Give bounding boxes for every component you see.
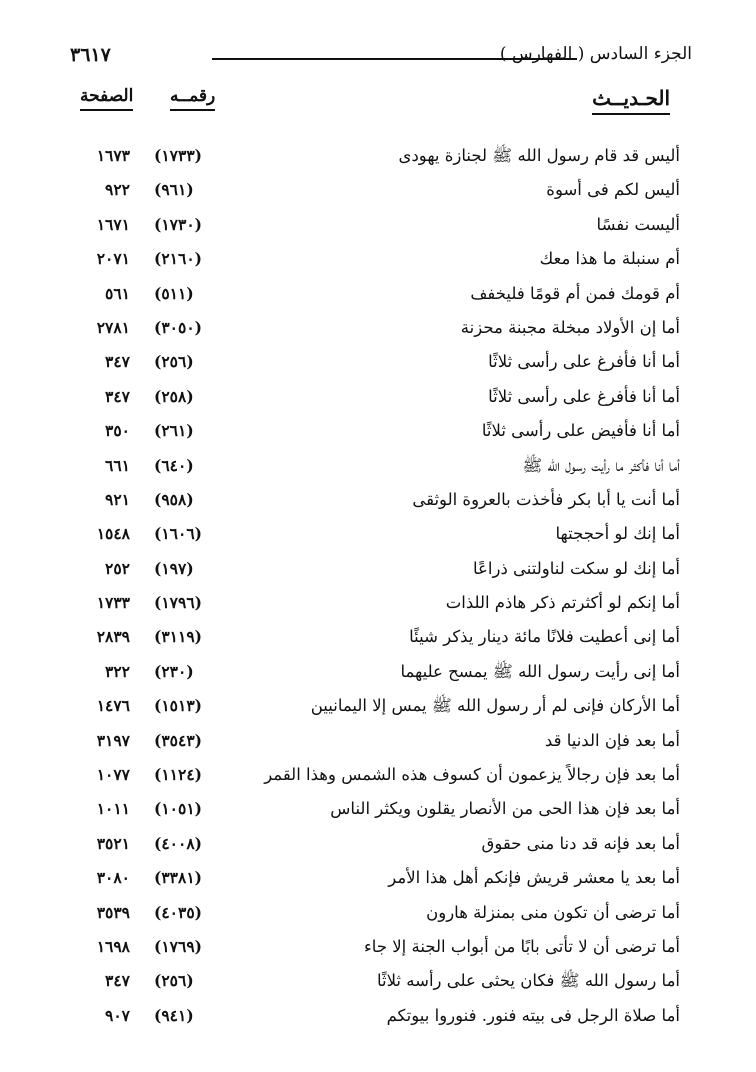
hadith-number: (٢٥٦) bbox=[154, 971, 194, 991]
page-reference: ٣٤٧ bbox=[105, 971, 130, 991]
page-reference: ١٠٧٧ bbox=[96, 765, 130, 785]
hadith-number: (٢١٦٠) bbox=[154, 249, 202, 269]
index-row bbox=[70, 968, 680, 1002]
page-number: ٣٦١٧ bbox=[70, 44, 111, 66]
index-row bbox=[70, 831, 680, 865]
column-heading-number: رقمــه bbox=[170, 86, 215, 111]
hadith-text: أما رسول الله ﷺ فكان يحثى على رأسه ثلاثًا bbox=[376, 971, 680, 991]
index-row bbox=[70, 900, 680, 934]
page-reference: ٣١٩٧ bbox=[96, 730, 130, 750]
hadith-text: أم سنبلة ما هذا معك bbox=[539, 249, 680, 269]
index-row bbox=[70, 315, 680, 349]
page-reference: ٣٥٠ bbox=[105, 421, 130, 441]
index-row bbox=[70, 143, 680, 177]
index-row bbox=[70, 693, 680, 727]
index-row bbox=[70, 521, 680, 555]
page-reference: ٩٢٢ bbox=[105, 180, 130, 200]
index-row bbox=[70, 762, 680, 796]
page-reference: ٣٤٧ bbox=[105, 352, 130, 372]
index-row bbox=[70, 177, 680, 211]
hadith-number: (١٧٣٣) bbox=[154, 146, 202, 165]
hadith-number: (٣٣٨١) bbox=[154, 868, 202, 888]
index-row bbox=[70, 384, 680, 418]
hadith-text: أليست نفسًا bbox=[596, 214, 680, 234]
hadith-number: (١٥١٣) bbox=[154, 696, 202, 716]
hadith-number: (٢٥٦) bbox=[154, 352, 194, 372]
index-row bbox=[70, 349, 680, 383]
page-reference: ١٧٣٣ bbox=[96, 593, 130, 613]
page-reference: ٣٠٨٠ bbox=[96, 868, 130, 888]
hadith-number: (٣٥٤٣) bbox=[154, 730, 202, 750]
hadith-text: أما إنى رأيت رسول الله ﷺ يمسح عليهما bbox=[400, 661, 680, 681]
hadith-text: أما إنى أعطيت فلانًا مائة دينار يذكر شيئًا bbox=[409, 627, 680, 647]
hadith-text: أما الأركان فإنى لم أر رسول الله ﷺ يمس إلا اليمانيين bbox=[310, 696, 680, 716]
hadith-text: أما إنكم لو أكثرتم ذكر هاذم اللذات bbox=[445, 593, 680, 613]
page-reference: ١٦٧٣ bbox=[96, 146, 130, 165]
hadith-number: (٩٥٨) bbox=[154, 489, 194, 509]
hadith-number: (١١٢٤) bbox=[154, 765, 202, 785]
page-reference: ٣٥٣٩ bbox=[96, 902, 130, 922]
hadith-number: (٢٣٠) bbox=[154, 661, 194, 681]
index-row bbox=[70, 281, 680, 315]
hadith-number: (٤٠٠٨) bbox=[154, 833, 202, 853]
index-row bbox=[70, 418, 680, 452]
page-reference: ٢٧٨١ bbox=[96, 317, 130, 337]
hadith-text: أما أنا فأفرغ على رأسى ثلاثًا bbox=[488, 352, 680, 372]
hadith-number: (١٦٠٦) bbox=[154, 524, 202, 544]
hadith-text: أما إن الأولاد مبخلة مجبنة محزنة bbox=[460, 317, 680, 337]
page-reference: ١٠١١ bbox=[96, 799, 130, 819]
hadith-text: أما بعد يا معشر قريش فإنكم أهل هذا الأمر bbox=[388, 868, 680, 888]
page-reference: ١٥٤٨ bbox=[96, 524, 130, 544]
hadith-number: (٦٤٠) bbox=[154, 455, 194, 475]
hadith-number: (١٧٩٦) bbox=[154, 593, 202, 613]
column-heading-hadith: الحـديــث bbox=[592, 86, 670, 115]
hadith-number: (٣١١٩) bbox=[154, 627, 202, 647]
index-row bbox=[70, 865, 680, 899]
hadith-text: أما أنا فأفرغ على رأسى ثلاثًا bbox=[488, 386, 680, 406]
hadith-text: أما أنا فأكثر ما رأيت رسول الله ﷺ bbox=[522, 455, 680, 475]
page-reference: ٣٤٧ bbox=[105, 386, 130, 406]
page-reference: ٢٥٢ bbox=[105, 558, 130, 578]
hadith-number: (٤٠٣٥) bbox=[154, 902, 202, 922]
hadith-text: أما بعد فإنه قد دنا منى حقوق bbox=[481, 833, 680, 853]
hadith-number: (٩٦١) bbox=[154, 180, 194, 200]
page-reference: ٩٠٧ bbox=[105, 1005, 130, 1025]
index-row bbox=[70, 1003, 680, 1037]
hadith-text: أما صلاة الرجل فى بيته فنور. فنوروا بيوتكم bbox=[386, 1005, 680, 1025]
hadith-number: (٩٤١) bbox=[154, 1005, 194, 1025]
hadith-number: (١٧٣٠) bbox=[154, 214, 202, 234]
page-reference: ١٤٧٦ bbox=[96, 696, 130, 716]
index-row bbox=[70, 659, 680, 693]
hadith-text: أما ترضى أن تكون منى بمنزلة هارون bbox=[426, 902, 680, 922]
page-reference: ٣٥٢١ bbox=[96, 833, 130, 853]
index-row bbox=[70, 212, 680, 246]
index-row bbox=[70, 453, 680, 487]
index-row bbox=[70, 624, 680, 658]
hadith-number: (١٧٦٩) bbox=[154, 936, 202, 956]
index-row bbox=[70, 246, 680, 280]
hadith-text: أما بعد فإن هذا الحى من الأنصار يقلون ويكثر الناس bbox=[330, 799, 680, 819]
hadith-text: أليس قد قام رسول الله ﷺ لجنازة يهودى bbox=[398, 146, 680, 165]
hadith-text: أما إنك لو أحججتها bbox=[555, 524, 680, 544]
hadith-number: (٢٦١) bbox=[154, 421, 194, 441]
hadith-text: أما أنت يا أبا بكر فأخذت بالعروة الوثقى bbox=[412, 489, 680, 509]
hadith-text: أما أنا فأفيض على رأسى ثلاثًا bbox=[481, 421, 680, 441]
page-reference: ٢٨٣٩ bbox=[96, 627, 130, 647]
hadith-text: أما إنك لو سكت لناولتنى ذراعًا bbox=[473, 558, 680, 578]
index-row bbox=[70, 556, 680, 590]
index-row bbox=[70, 590, 680, 624]
page-reference: ٢٠٧١ bbox=[96, 249, 130, 269]
page-reference: ١٦٧١ bbox=[96, 214, 130, 234]
hadith-text: أما بعد فإن رجالاً يزعمون أن كسوف هذه الشمس وهذا القمر bbox=[264, 765, 680, 785]
column-headings bbox=[70, 86, 670, 120]
volume-title: الجزء السادس ( الفهارس ) bbox=[499, 44, 692, 64]
running-header bbox=[70, 42, 692, 72]
hadith-text: أما بعد فإن الدنيا قد bbox=[544, 730, 680, 750]
hadith-text: أليس لكم فى أسوة bbox=[546, 180, 680, 200]
hadith-number: (٣٠٥٠) bbox=[154, 317, 202, 337]
page-reference: ٩٢١ bbox=[105, 489, 130, 509]
column-heading-page: الصفحة bbox=[80, 86, 133, 111]
hadith-number: (٢٥٨) bbox=[154, 386, 194, 406]
hadith-text: أما ترضى أن لا تأتى بابًا من أبواب الجنة إلا جاء bbox=[364, 936, 680, 956]
hadith-text: أم قومك فمن أم قومًا فليخفف bbox=[470, 283, 680, 303]
hadith-number: (١٩٧) bbox=[154, 558, 194, 578]
page-reference: ٥٦١ bbox=[105, 283, 130, 303]
page-reference: ١٦٩٨ bbox=[96, 936, 130, 956]
index-list bbox=[70, 143, 680, 1037]
index-row bbox=[70, 796, 680, 830]
hadith-number: (١٠٥١) bbox=[154, 799, 202, 819]
index-row bbox=[70, 487, 680, 521]
index-row bbox=[70, 728, 680, 762]
page-reference: ٦٦١ bbox=[105, 455, 130, 475]
page-reference: ٣٢٢ bbox=[105, 661, 130, 681]
index-row bbox=[70, 934, 680, 968]
hadith-number: (٥١١) bbox=[154, 283, 194, 303]
